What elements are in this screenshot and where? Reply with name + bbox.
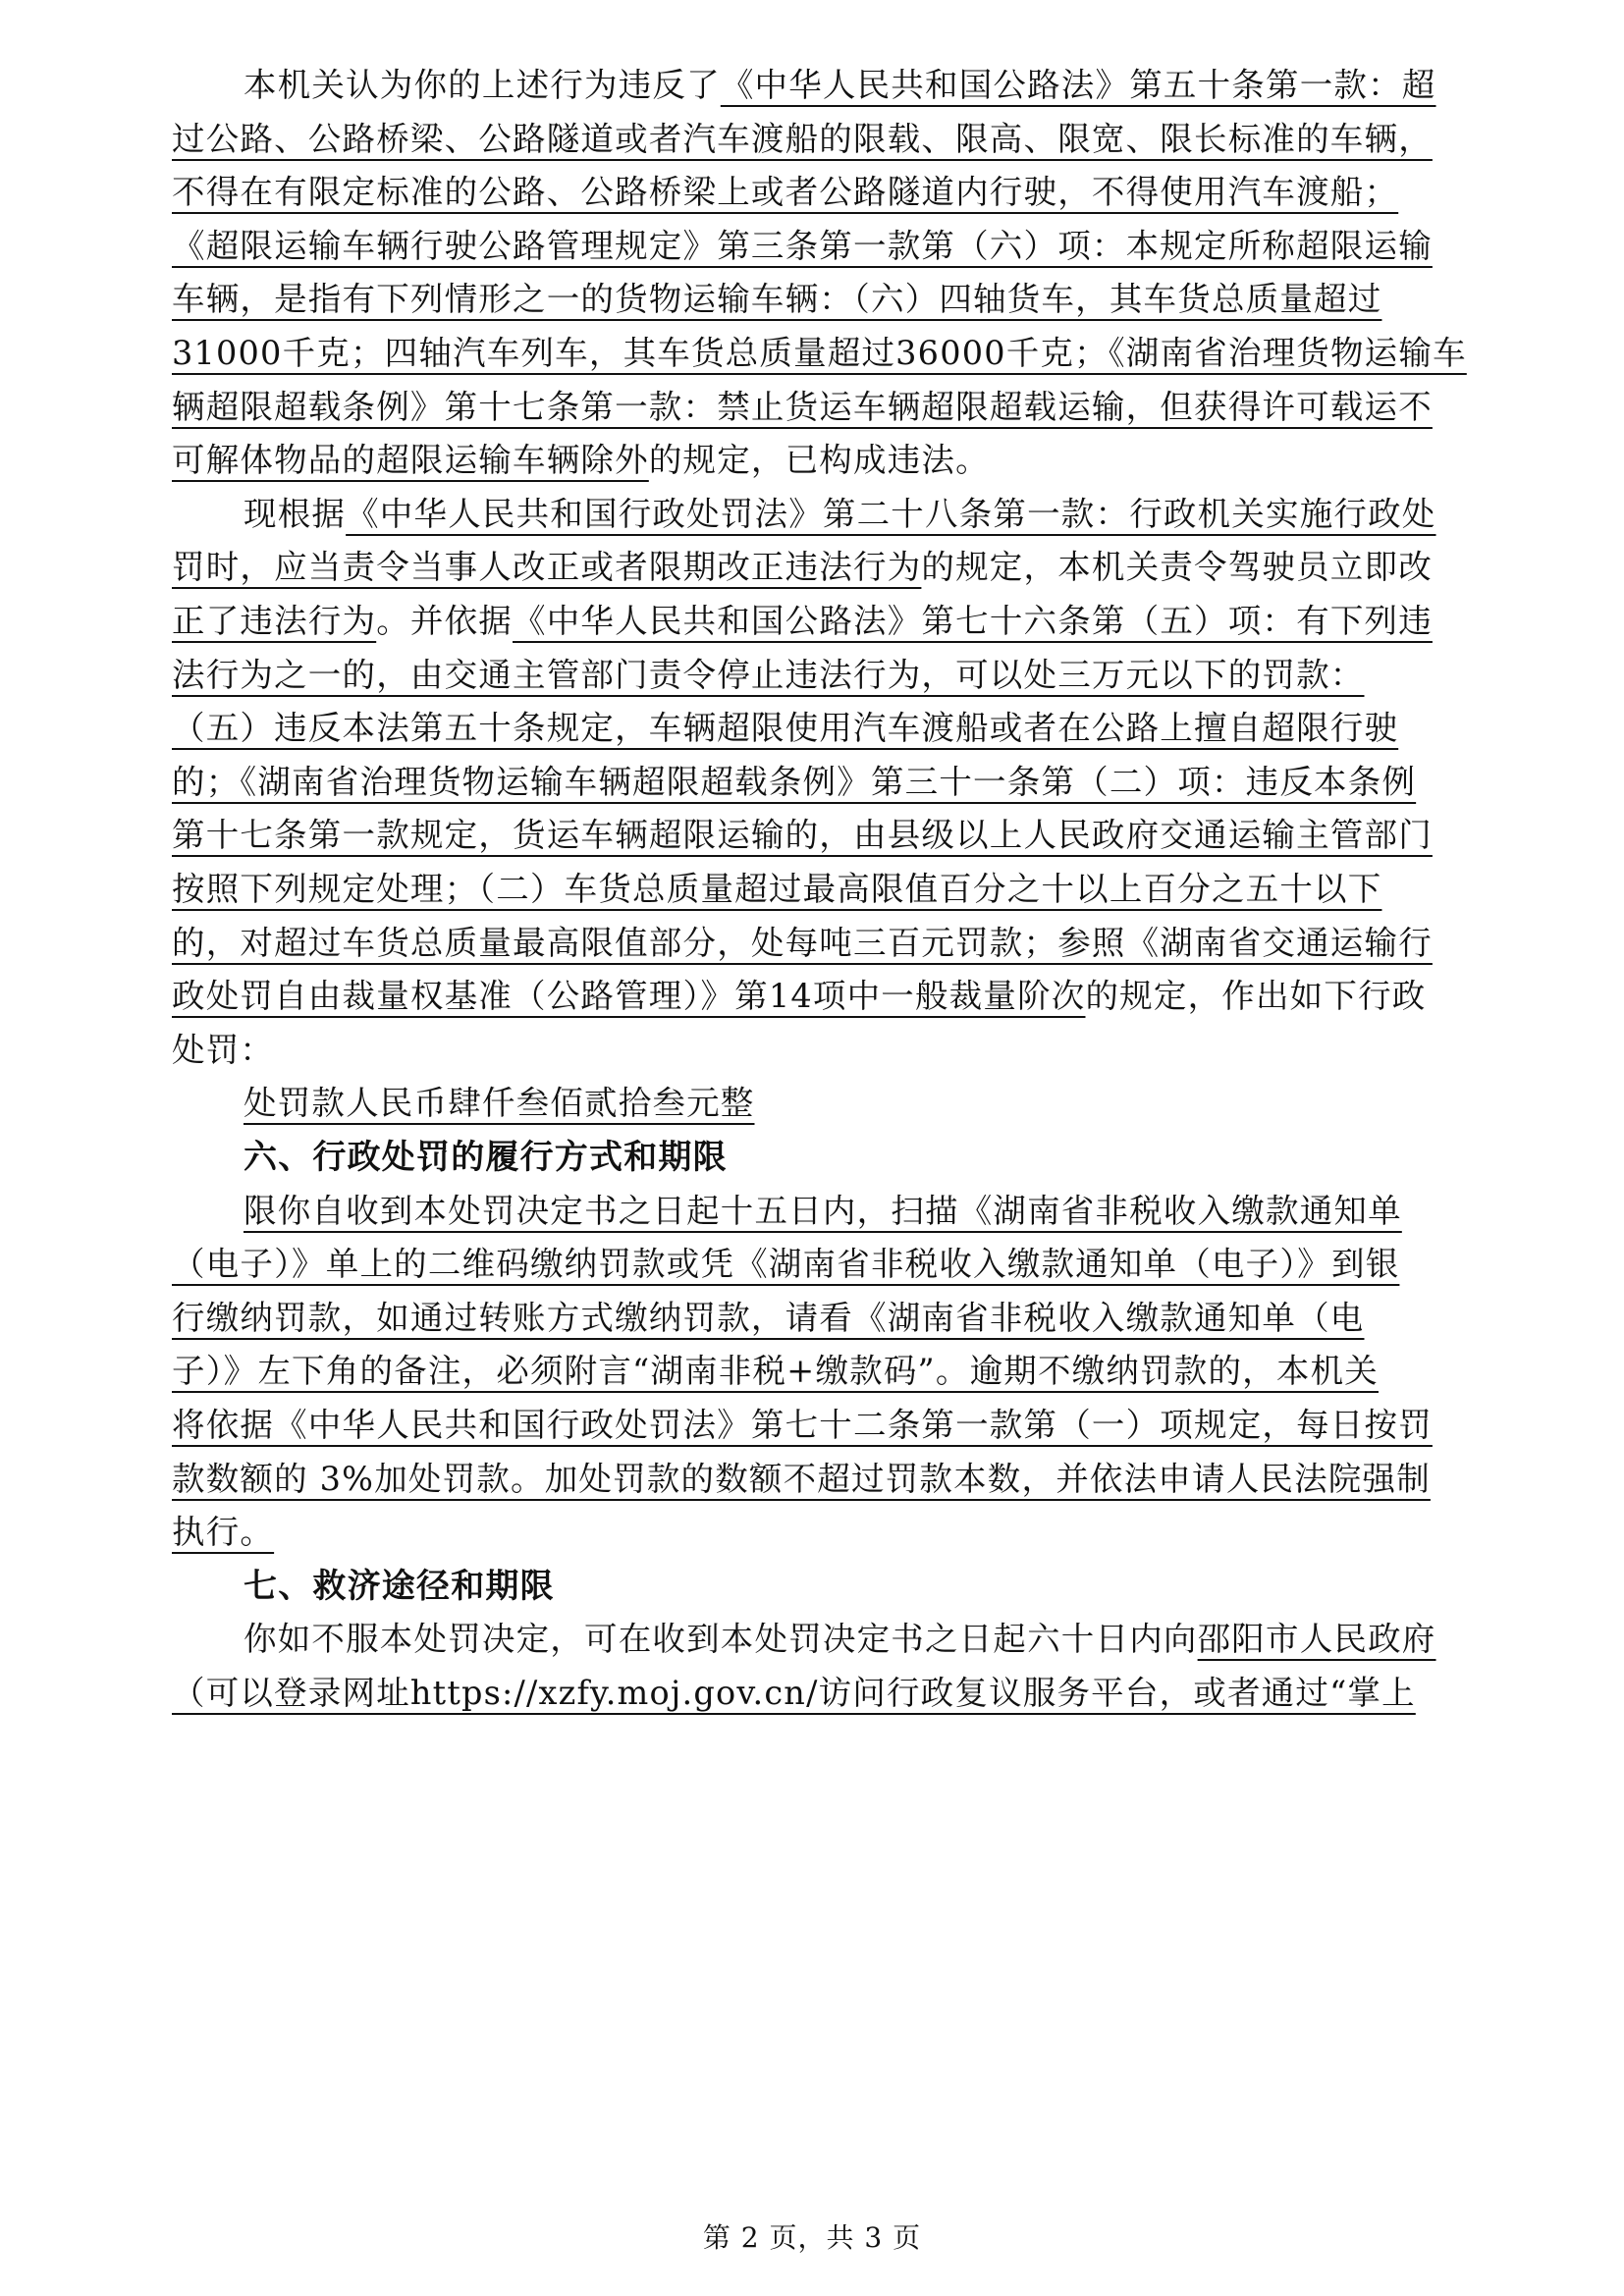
underlined-text: 《中华人民共和国公路法》第七十六条第（五）项：有下列违 — [513, 602, 1433, 640]
underlined-text: 限你自收到本处罚决定书之日起十五日内，扫描《湖南省非税收入缴款通知单 — [244, 1191, 1402, 1230]
body-line — [172, 1669, 1551, 1718]
body-line — [244, 61, 1623, 110]
line-text: 处罚： — [172, 1030, 275, 1069]
body-line — [172, 1455, 1551, 1504]
line-text: 你如不服本处罚决定，可在收到本处罚决定书之日起六十日内向 — [244, 1620, 1198, 1659]
body-line — [172, 329, 1551, 378]
underlined-text: 《超限运输车辆行驶公路管理规定》第三条第一款第（六）项：本规定所称超限运输 — [172, 226, 1433, 265]
line-text: 的规定，作出如下行政 — [1085, 977, 1427, 1016]
section-heading — [244, 1133, 1623, 1182]
body-line — [172, 597, 1551, 646]
underlined-text: 按照下列规定处理；（二）车货总质量超过最高限值百分之十以上百分之五十以下 — [172, 870, 1382, 908]
body-line — [172, 436, 1551, 485]
underlined-text: 过公路、公路桥梁、公路隧道或者汽车渡船的限载、限高、限宽、限长标准的车辆， — [172, 119, 1433, 158]
body-line — [244, 1615, 1623, 1664]
body-line — [172, 1294, 1551, 1343]
body-line — [172, 919, 1551, 968]
body-line — [244, 1079, 1623, 1128]
body-line — [172, 651, 1551, 700]
underlined-text: 法行为之一的，由交通主管部门责令停止违法行为，可以处三万元以下的罚款： — [172, 655, 1365, 694]
underlined-text: 款数额的 3%加处罚款。加处罚款的数额不超过罚款本数，并依法申请人民法院强制 — [172, 1459, 1431, 1498]
body-line — [172, 865, 1551, 914]
body-line — [244, 1187, 1623, 1236]
line-text: 现根据 — [244, 494, 347, 533]
underlined-text: 子）》左下角的备注，必须附言“湖南非税+缴款码”。逾期不缴纳罚款的，本机关 — [172, 1352, 1379, 1391]
line-text: 本机关认为你的上述行为违反了 — [244, 66, 721, 104]
body-line — [172, 704, 1551, 753]
underlined-text: 执行。 — [172, 1513, 275, 1552]
body-line — [172, 383, 1551, 432]
underlined-text: 可解体物品的超限运输车辆除外 — [172, 441, 649, 480]
body-line — [244, 490, 1623, 539]
underlined-text: 的；《湖南省治理货物运输车辆超限超载条例》第三十一条第（二）项：违反本条例 — [172, 762, 1417, 801]
body-line — [172, 168, 1551, 217]
underlined-text: 邵阳市人民政府 — [1197, 1620, 1436, 1659]
body-line — [172, 1401, 1551, 1450]
underlined-text: 31000千克；四轴汽车列车，其车货总质量超过36000千克；《湖南省治理货物运输车 — [172, 334, 1467, 372]
underlined-text: 的，对超过车货总质量最高限值部分，处每吨三百元罚款；参照《湖南省交通运输行 — [172, 923, 1433, 962]
body-line — [172, 222, 1551, 271]
underlined-text: 辆超限超载条例》第十七条第一款：禁止货运车辆超限超载运输，但获得许可载运不 — [172, 387, 1433, 426]
body-line — [172, 972, 1551, 1021]
underlined-text: 政处罚自由裁量权基准（公路管理）》第14项中一般裁量阶次 — [172, 977, 1086, 1016]
section-heading-text: 六、行政处罚的履行方式和期限 — [244, 1138, 728, 1177]
underlined-text: （五）违反本法第五十条规定，车辆超限使用汽车渡船或者在公路上擅自超限行驶 — [172, 709, 1399, 748]
underlined-text: 罚时，应当责令当事人改正或者限期改正违法行为 — [172, 548, 922, 587]
underlined-text: 《中华人民共和国公路法》第五十条第一款：超 — [720, 66, 1436, 104]
body-line — [172, 115, 1551, 164]
body-line — [172, 1508, 1551, 1557]
line-text: 。并依据 — [376, 602, 514, 640]
line-text: 的规定，已构成违法。 — [648, 441, 990, 480]
body-line — [172, 758, 1551, 807]
underlined-text: 行缴纳罚款，如通过转账方式缴纳罚款，请看《湖南省非税收入缴款通知单（电 — [172, 1298, 1365, 1337]
body-line — [172, 543, 1551, 592]
section-heading-text: 七、救济途径和期限 — [244, 1566, 555, 1606]
body-line — [172, 1347, 1551, 1396]
underlined-text: （可以登录网址https://xzfy.moj.gov.cn/访问行政复议服务平台，或者通过“掌上 — [172, 1674, 1416, 1712]
underlined-text: 将依据《中华人民共和国行政处罚法》第七十二条第一款第（一）项规定，每日按罚 — [172, 1406, 1433, 1444]
underlined-text: 车辆，是指有下列情形之一的货物运输车辆：（六）四轴货车，其车货总质量超过 — [172, 280, 1382, 319]
underlined-text: 第十七条第一款规定，货运车辆超限运输的，由县级以上人民政府交通运输主管部门 — [172, 816, 1433, 855]
underlined-text: 正了违法行为 — [172, 602, 377, 640]
body-line — [172, 811, 1551, 860]
underlined-text: （电子）》单上的二维码缴纳罚款或凭《湖南省非税收入缴款通知单（电子）》到银 — [172, 1245, 1400, 1284]
underlined-text: 不得在有限定标准的公路、公路桥梁上或者公路隧道内行驶，不得使用汽车渡船； — [172, 173, 1399, 212]
page-number: 第 2 页，共 3 页 — [702, 2221, 922, 2254]
line-text: 的规定，本机关责令驾驶员立即改 — [921, 548, 1433, 587]
body-line — [172, 1026, 1551, 1075]
body-line — [172, 1240, 1551, 1289]
section-heading — [244, 1562, 1623, 1611]
body-line — [172, 275, 1551, 324]
underlined-text: 处罚款人民币肆仟叁佰贰拾叁元整 — [244, 1084, 755, 1123]
underlined-text: 《中华人民共和国行政处罚法》第二十八条第一款：行政机关实施行政处 — [346, 494, 1436, 533]
